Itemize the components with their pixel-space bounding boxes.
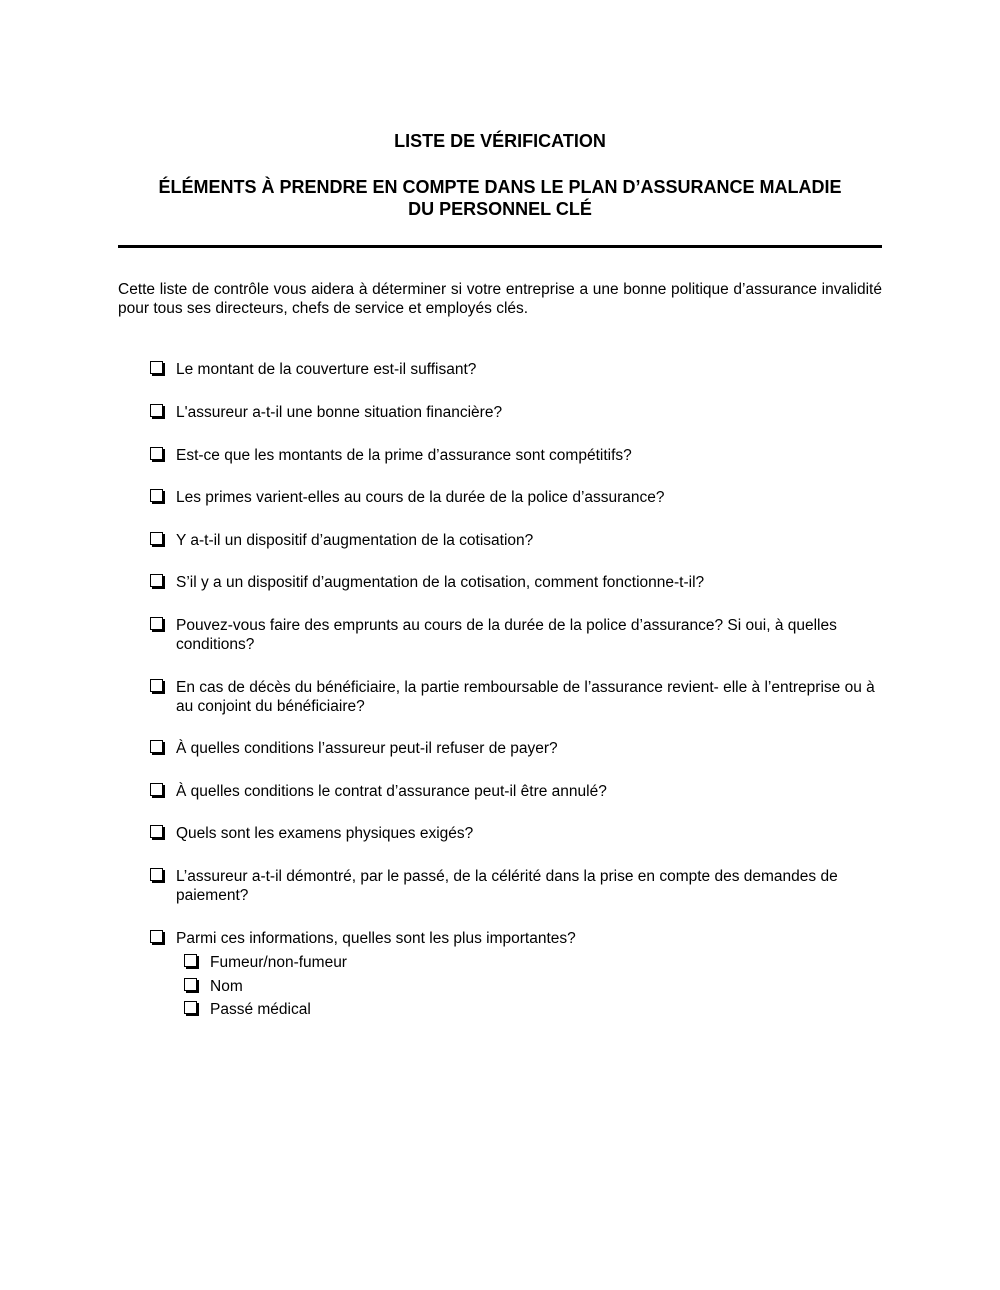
checklist-item-label: À quelles conditions le contrat d’assurance peut-il être annulé? [176,783,607,800]
checklist-item [150,824,882,843]
checklist-item [150,531,882,550]
checklist-item-label: S’il y a un dispositif d’augmentation de la cotisation, comment fonctionne-t-il? [176,574,705,591]
horizontal-divider [118,245,882,248]
checklist-item [150,929,882,948]
sub-checklist-item [184,953,784,972]
intro-paragraph: Cette liste de contrôle vous aidera à déterminer si votre entreprise a une bonne politique d’assurance invalidité pour tous ses directeurs, chefs de service et employés clés. [118,281,882,317]
checklist-item [150,616,882,654]
checklist-item-label: L'assureur a-t-il une bonne situation financière? [176,404,503,421]
checklist-item [150,782,882,801]
checkbox-icon[interactable] [150,574,163,587]
checklist-item-label: À quelles conditions l’assureur peut-il refuser de payer? [176,740,558,757]
checklist-item [150,573,882,592]
checklist-item [150,488,882,507]
checkbox-icon[interactable] [150,740,163,753]
checklist-item-label: Quels sont les examens physiques exigés? [176,825,474,842]
checkbox-icon[interactable] [150,617,163,630]
checkbox-icon[interactable] [184,954,197,967]
sub-checklist-item [184,977,784,996]
checklist-item [150,403,882,422]
checklist-item-label: Les primes varient-elles au cours de la durée de la police d’assurance? [176,489,665,506]
checklist-item [150,446,882,465]
checkbox-icon[interactable] [184,1001,197,1014]
checklist-item [150,678,882,716]
checkbox-icon[interactable] [150,868,163,881]
checklist-item [150,360,882,379]
checkbox-icon[interactable] [184,978,197,991]
checklist-item-label: En cas de décès du bénéficiaire, la partie remboursable de l’assurance revient- elle à l’entreprise ou à au conjoint du bénéficiaire? [176,679,875,715]
subtitle-line-1: ÉLÉMENTS À PRENDRE EN COMPTE DANS LE PLAN D’ASSURANCE MALADIE [158,177,842,197]
checkbox-icon[interactable] [150,783,163,796]
checklist-item [150,867,882,905]
sub-checklist-item [184,1000,784,1019]
sub-checklist-item-label: Fumeur/non-fumeur [210,954,347,971]
checkbox-icon[interactable] [150,930,163,943]
checklist-item-label: L’assureur a-t-il démontré, par le passé, de la célérité dans la prise en compte des demandes de paiement? [176,868,838,904]
checkbox-icon[interactable] [150,825,163,838]
checklist-item-label: Est-ce que les montants de la prime d’assurance sont compétitifs? [176,447,632,464]
checklist-item-label: Y a-t-il un dispositif d’augmentation de la cotisation? [176,532,534,549]
checkbox-icon[interactable] [150,447,163,460]
checklist-item-label: Pouvez-vous faire des emprunts au cours de la durée de la police d’assurance? Si oui, à quelles conditions? [176,617,837,653]
subtitle-line-2: DU PERSONNEL CLÉ [408,199,592,219]
sub-checklist-item-label: Passé médical [210,1001,311,1018]
checkbox-icon[interactable] [150,679,163,692]
sub-checklist-item-label: Nom [210,978,243,995]
checkbox-icon[interactable] [150,489,163,502]
document-subtitle [118,176,882,220]
checkbox-icon[interactable] [150,532,163,545]
checklist-item [150,739,882,758]
checkbox-icon[interactable] [150,361,163,374]
checklist-item-label: Parmi ces informations, quelles sont les plus importantes? [176,930,576,947]
checklist-item-label: Le montant de la couverture est-il suffisant? [176,361,477,378]
checkbox-icon[interactable] [150,404,163,417]
document-title: LISTE DE VÉRIFICATION [394,131,606,151]
